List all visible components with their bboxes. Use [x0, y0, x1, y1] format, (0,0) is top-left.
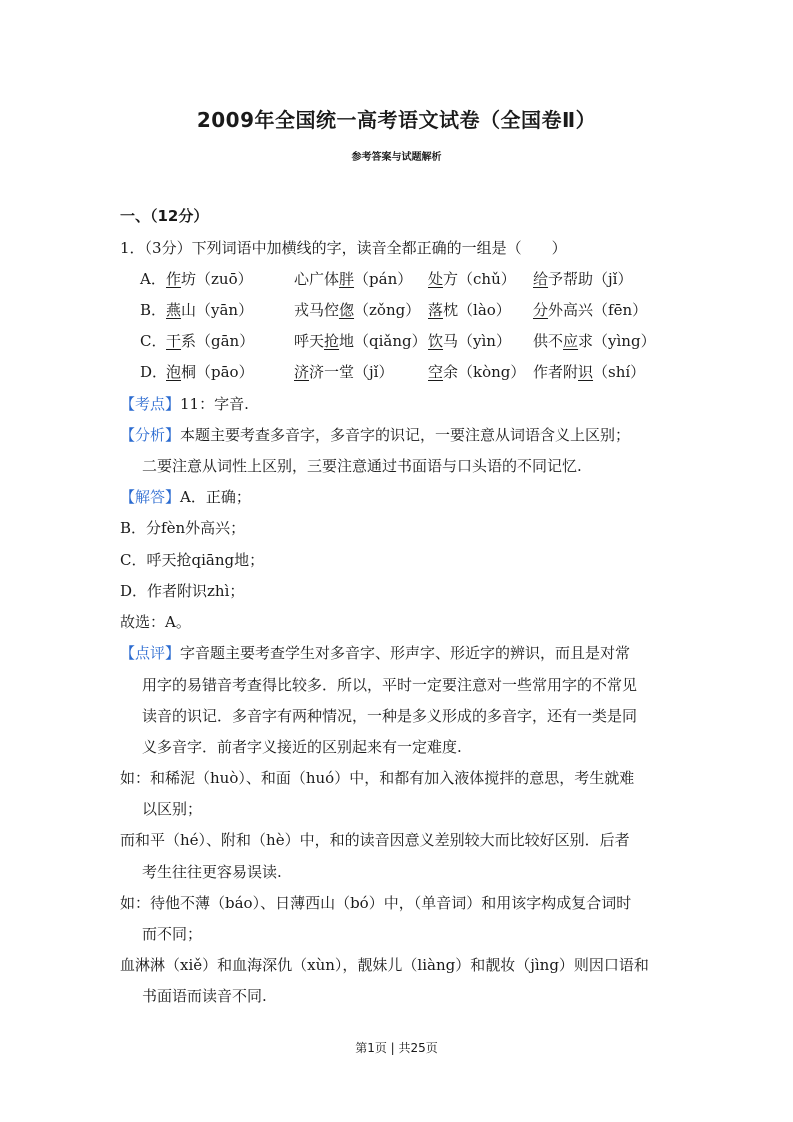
- dianping-text-1: 字音题主要考查学生对多音字、形声字、形近字的辨识，而且是对常: [180, 644, 631, 662]
- option-d: [140, 361, 660, 383]
- option-item: [428, 268, 516, 290]
- option-item: [428, 361, 525, 383]
- option-item: [533, 361, 645, 383]
- option-item: [166, 361, 254, 383]
- underlined-char: 饮: [428, 332, 444, 350]
- example-line-4: 考生往往更容易误读.: [142, 863, 282, 881]
- example-line-2: 以区别；: [142, 800, 203, 818]
- fenxi-line-2: 二要注意从词性上区别，三要注意通过书面语与口头语的不同记忆.: [142, 457, 582, 475]
- option-item: [428, 299, 511, 321]
- option-label: B．: [140, 301, 167, 319]
- option-item: [294, 361, 393, 383]
- fenxi-text-1: 本题主要考查多音字，多音字的识记，一要注意从词语含义上区别；: [180, 426, 631, 444]
- example-line-1: 如：和稀泥（huò）、和面（huó）中，和都有加入液体搅拌的意思，考生就难: [120, 769, 635, 787]
- option-item: [294, 299, 420, 321]
- option-label: C．: [140, 332, 167, 350]
- dianping-line-2: 用字的易错音考查得比较多．所以，平时一定要注意对一些常用字的不常见: [142, 676, 638, 694]
- option-a: [140, 268, 660, 290]
- option-item: [166, 330, 254, 352]
- underlined-char: 识: [578, 363, 594, 381]
- underlined-char: 泡: [166, 363, 182, 381]
- kaodian-text: 11：字音.: [180, 395, 249, 413]
- option-b: [140, 299, 660, 321]
- example-line-7: 血淋淋（xiě）和血海深仇（xùn），靓妹儿（liàng）和靓妆（jìng）则因口语和: [120, 956, 649, 974]
- example-line-6: 而不同；: [142, 925, 203, 943]
- option-item-prefix: 供不: [533, 332, 564, 350]
- option-item-prefix: 戎马倥: [294, 301, 340, 319]
- fenxi-line-1: [120, 424, 630, 446]
- jieda-line-5: 故选：A。: [120, 613, 191, 631]
- underlined-char: 落: [428, 301, 444, 319]
- option-item: [166, 268, 253, 290]
- option-label: A．: [140, 270, 166, 288]
- example-line-8: 书面语而读音不同.: [142, 987, 267, 1005]
- jieda-line-1: [120, 486, 251, 508]
- option-item: [166, 299, 253, 321]
- option-item-suffix: 桐（pāo）: [181, 363, 254, 381]
- underlined-char: 抢: [324, 332, 340, 350]
- option-item: [294, 268, 412, 290]
- kaodian-tag: 【考点】: [120, 395, 181, 413]
- page-subtitle: 参考答案与试题解析: [351, 152, 442, 163]
- option-item: [533, 330, 656, 352]
- option-item-suffix: 系（gān）: [181, 332, 255, 350]
- option-item-suffix: 枕（lào）: [443, 301, 511, 319]
- option-item-suffix: 山（yān）: [181, 301, 254, 319]
- option-item-suffix: 济一堂（jǐ）: [309, 363, 394, 381]
- jieda-line-3: C．呼天抢qiāng地；: [120, 551, 265, 569]
- option-item-suffix: 坊（zuō）: [181, 270, 253, 288]
- option-item-suffix: 余（kòng）: [443, 363, 526, 381]
- option-item: [533, 268, 632, 290]
- underlined-char: 空: [428, 363, 444, 381]
- section-heading: 一、（12分）: [120, 207, 209, 225]
- option-item-suffix: （pán）: [354, 270, 413, 288]
- kaodian-line: [120, 393, 249, 415]
- underlined-char: 给: [533, 270, 549, 288]
- fenxi-tag: 【分析】: [120, 426, 181, 444]
- option-item-suffix: 地（qiǎng）: [339, 332, 427, 350]
- underlined-char: 济: [294, 363, 310, 381]
- option-label: D．: [140, 363, 168, 381]
- option-item-prefix: 作者附: [533, 363, 579, 381]
- underlined-char: 应: [563, 332, 579, 350]
- underlined-char: 分: [533, 301, 549, 319]
- option-item: [533, 299, 647, 321]
- underlined-char: 处: [428, 270, 444, 288]
- jieda-line-2: B．分fèn外高兴；: [120, 519, 246, 537]
- underlined-char: 胖: [339, 270, 355, 288]
- option-item-suffix: 马（yìn）: [443, 332, 511, 350]
- question-stem: 1．（3分）下列词语中加横线的字，读音全都正确的一组是（ ）: [120, 239, 567, 257]
- dianping-line-4: 义多音字．前者字义接近的区别起来有一定难度.: [142, 738, 462, 756]
- option-item-suffix: 予帮助（jǐ）: [548, 270, 633, 288]
- option-item-suffix: 外高兴（fēn）: [548, 301, 648, 319]
- jieda-tag: 【解答】: [120, 488, 181, 506]
- option-item-prefix: 心广体: [294, 270, 340, 288]
- underlined-char: 作: [166, 270, 182, 288]
- page-footer: 第1页 | 共25页: [355, 1041, 438, 1055]
- dianping-line-1: [120, 642, 630, 664]
- option-item-prefix: 呼天: [294, 332, 325, 350]
- jieda-line-4: D．作者附识zhì；: [120, 582, 245, 600]
- underlined-char: 燕: [166, 301, 182, 319]
- example-line-3: 而和平（hé）、附和（hè）中，和的读音因意义差别较大而比较好区别．后者: [120, 831, 630, 849]
- jieda-text-1: A．正确；: [180, 488, 251, 506]
- example-line-5: 如：待他不薄（báo）、日薄西山（bó）中，（单音词）和用该字构成复合词时: [120, 894, 632, 912]
- option-item-suffix: 方（chǔ）: [443, 270, 516, 288]
- option-item: [428, 330, 511, 352]
- page-title: 2009年全国统一高考语文试卷（全国卷Ⅱ）: [196, 108, 597, 132]
- option-item-suffix: 求（yìng）: [578, 332, 656, 350]
- dianping-line-3: 读音的识记．多音字有两种情况，一种是多义形成的多音字，还有一类是同: [142, 707, 638, 725]
- dianping-tag: 【点评】: [120, 644, 181, 662]
- option-item-suffix: （shí）: [593, 363, 646, 381]
- option-c: [140, 330, 660, 352]
- option-item: [294, 330, 427, 352]
- underlined-char: 偬: [339, 301, 355, 319]
- underlined-char: 干: [166, 332, 182, 350]
- option-item-suffix: （zǒng）: [354, 301, 421, 319]
